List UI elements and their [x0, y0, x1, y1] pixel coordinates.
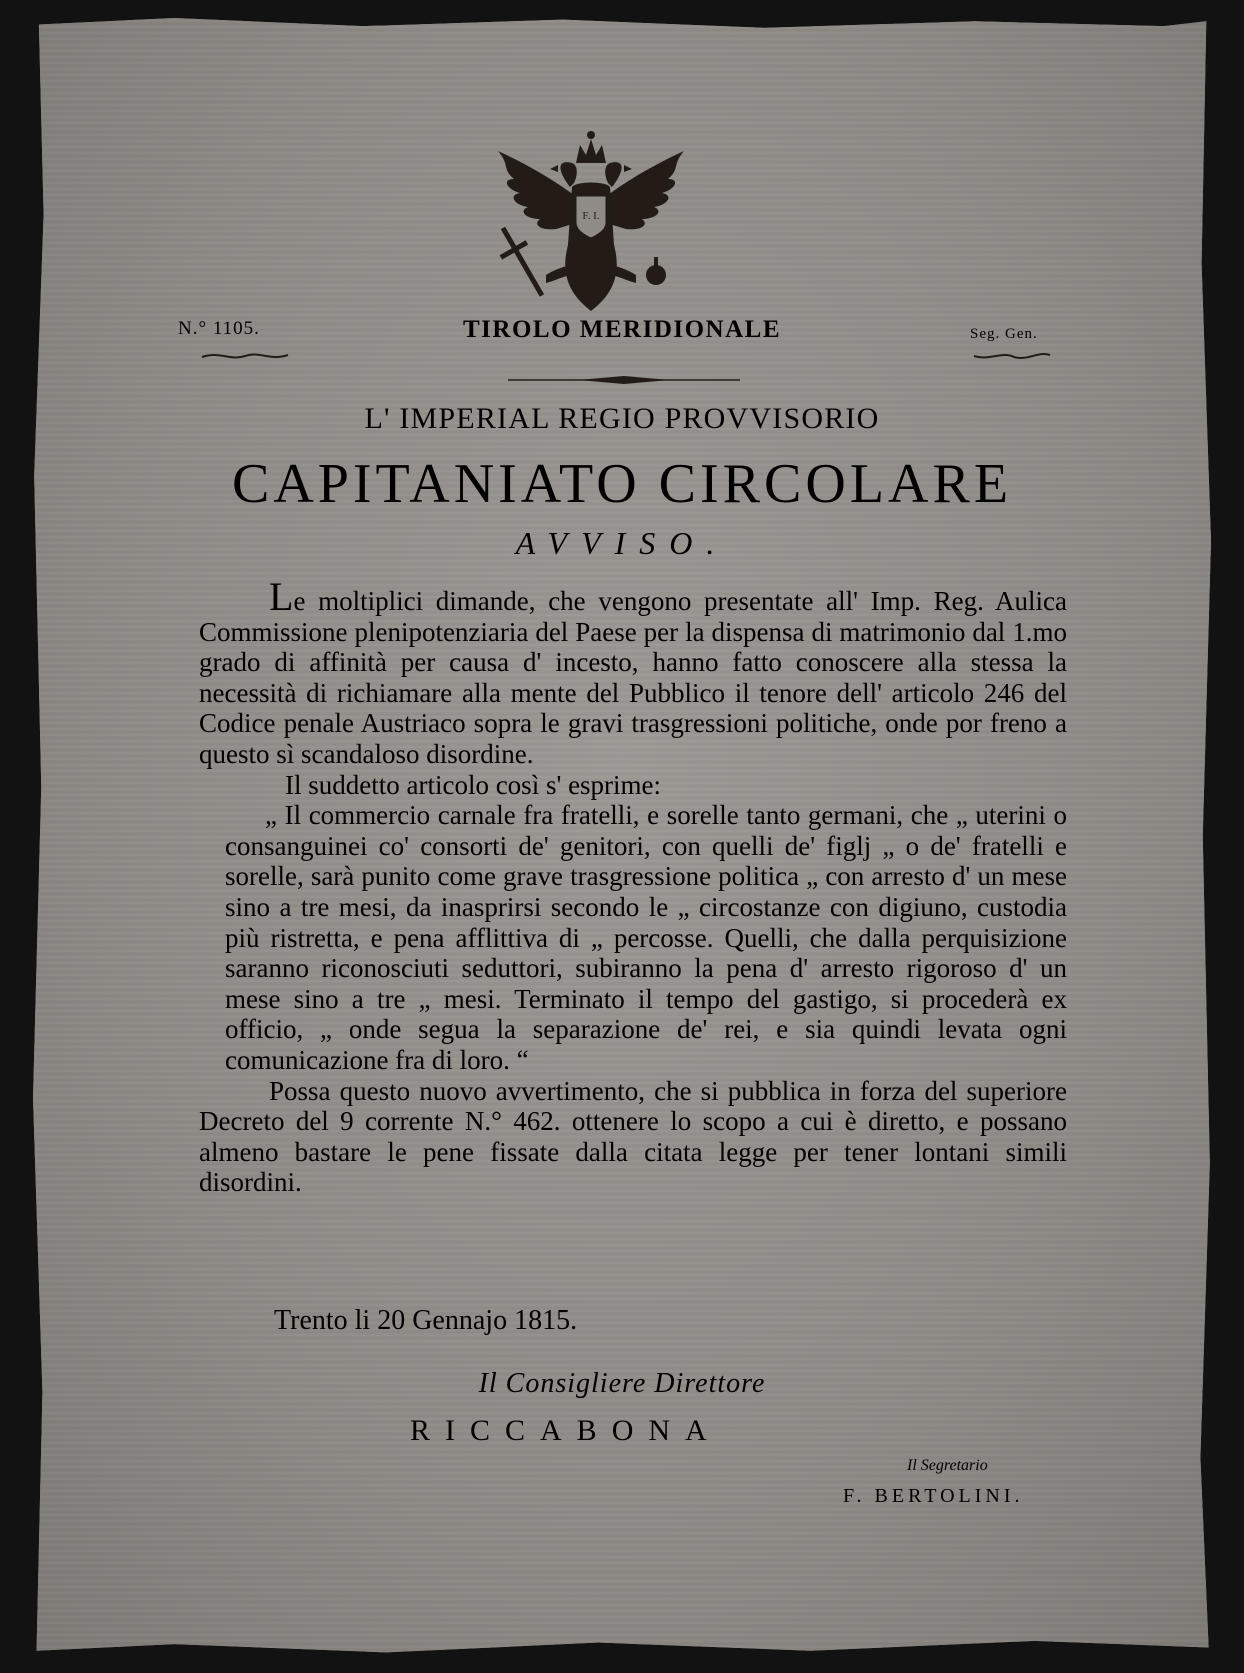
office-title: CAPITANIATO CIRCOLARE — [231, 453, 1013, 515]
quoted-article-246: „ Il commercio carnale fra fratelli, e sorelle tanto germani, che „ uterini o consanguinei co' consorti de' genitori, con quelli de' figlj „ o de' fratelli e sorelle, sarà punito come grave trasgressione politica „ con arresto d' un mese sino a tre mesi, da inasprirsi secondo le „ circostanze con digiuno, custodia più ristretta, e pena afflittiva di „ percosse. Quelli, che dalla perquisizione saranno riconosciuti seduttori, subiranno la pena d' arresto rigoroso d' un mese sino a tre „ mesi. Terminato il tempo del gastigo, si procederà ex officio, „ onde segua la separazione de' rei, e sia quindi levata ogni comunicazione fra di loro. “ — [225, 800, 1067, 1075]
secretary-name: F. BERTOLINI. — [843, 1485, 1024, 1507]
double-headed-eagle-icon — [480, 125, 702, 315]
crest-monogram: F. I. — [582, 210, 600, 222]
body-paragraph-2: Il suddetto articolo così s' esprime: — [285, 769, 662, 800]
section-label: Seg. Gen. — [970, 326, 1038, 342]
authority-line: L' IMPERIAL REGIO PROVVISORIO — [364, 402, 880, 435]
body-paragraph-1: Le moltiplici dimande, che vengono presentate all' Imp. Reg. Aulica Commissione plenipotenziaria del Paese per la dispensa di matrimonio dal 1.mo grado di affinità per causa d' incesto, hanno fatto conoscere alla stessa la necessità di richiamare alla mente del Pubblico il tenore dell' articolo 246 del Codice penale Austriaco sopra le gravi trasgressioni politiche, onde por freno a questo sì scandaloso disordine. — [199, 574, 1067, 769]
notice-title: AVVISO. — [515, 525, 729, 561]
notice-body — [199, 574, 1067, 1198]
region-heading: TIROLO MERIDIONALE — [462, 316, 781, 343]
decorative-rule — [508, 375, 740, 385]
body-paragraph-3: Possa questo nuovo avvertimento, che si pubblica in forza del superiore Decreto del 9 corrente N.° 462. ottenere lo scopo a cui è diretto, e possano almeno bastare le pene fissate dalla citata legge per tener lontani simili disordini. — [199, 1075, 1067, 1198]
number-swash-ornament — [200, 351, 290, 361]
director-name: RICCABONA — [410, 1414, 722, 1447]
section-swash-ornament — [972, 351, 1052, 361]
place-and-date: Trento li 20 Gennajo 1815. — [274, 1305, 578, 1336]
director-title: Il Consigliere Direttore — [478, 1368, 766, 1399]
secretary-title: Il Segretario — [907, 1457, 988, 1474]
document-number: N.° 1105. — [178, 318, 260, 339]
